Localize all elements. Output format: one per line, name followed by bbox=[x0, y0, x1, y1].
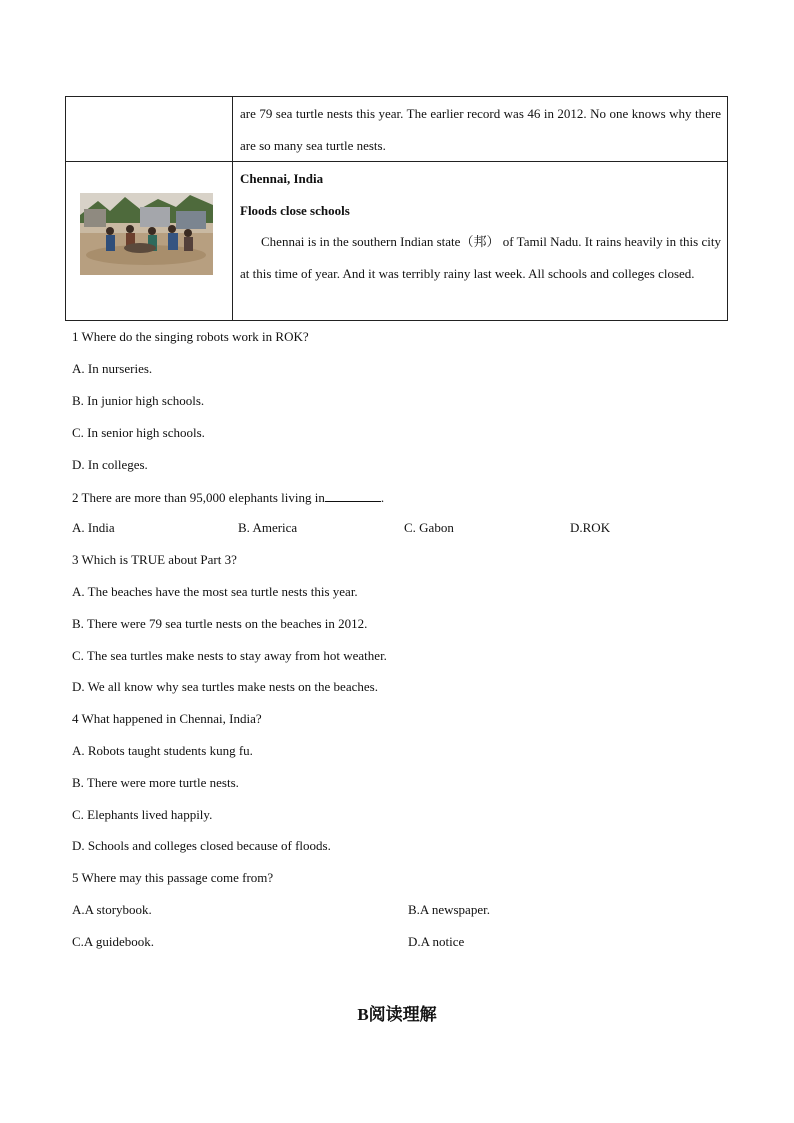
news-table bbox=[65, 96, 728, 321]
table-row bbox=[66, 162, 728, 321]
stem-end: . bbox=[380, 490, 385, 505]
option-b: B. There were 79 sea turtle nests on the beaches in 2012. bbox=[72, 616, 368, 631]
option-a: A. The beaches have the most sea turtle nests this year. bbox=[72, 584, 358, 599]
question-stem: 5 Where may this passage come from? bbox=[72, 870, 274, 885]
headline: Floods close schools bbox=[240, 202, 350, 218]
option-c: C. In senior high schools. bbox=[72, 425, 205, 440]
option-d: D. We all know why sea turtles make nests on the beaches. bbox=[72, 679, 378, 694]
option-c: C. Elephants lived happily. bbox=[72, 807, 213, 822]
option-a: A. In nurseries. bbox=[72, 361, 153, 376]
text-cell bbox=[233, 162, 728, 321]
option-b: B. There were more turtle nests. bbox=[72, 775, 239, 790]
question-stem: 4 What happened in Chennai, India? bbox=[72, 711, 262, 726]
place-heading: Chennai, India bbox=[240, 171, 324, 186]
option-b: B. In junior high schools. bbox=[72, 393, 205, 408]
option-d: D. Schools and colleges closed because of floods. bbox=[72, 838, 331, 853]
option-b: B. America bbox=[238, 520, 298, 535]
section-title: B阅读理解 bbox=[357, 1005, 437, 1024]
table-row bbox=[66, 97, 728, 162]
chennai-paragraph: Chennai is in the southern Indian state（邦） of Tamil Nadu. It rains heavily in this city at this time of year. And it was terribly rainy last week. All schools and colleges closed. bbox=[240, 234, 721, 281]
image-cell bbox=[66, 162, 233, 321]
flood-photo bbox=[80, 193, 213, 275]
option-d: D.ROK bbox=[570, 520, 611, 535]
empty-image-cell bbox=[66, 97, 233, 162]
question-stem: 3 Which is TRUE about Part 3? bbox=[72, 552, 237, 567]
option-c: C.A guidebook. bbox=[72, 934, 154, 949]
option-a: A. India bbox=[72, 520, 115, 535]
option-a: A.A storybook. bbox=[72, 902, 152, 917]
stem-text: 2 There are more than 95,000 elephants living in bbox=[72, 490, 325, 505]
question-stem: 1 Where do the singing robots work in ROK? bbox=[72, 329, 309, 344]
option-d: D.A notice bbox=[408, 934, 465, 949]
option-c: C. Gabon bbox=[404, 520, 454, 535]
answer-blank bbox=[325, 489, 381, 502]
option-b: B.A newspaper. bbox=[408, 902, 490, 917]
option-d: D. In colleges. bbox=[72, 457, 148, 472]
turtle-paragraph: are 79 sea turtle nests this year. The earlier record was 46 in 2012. No one knows why there are so many sea turtle nests. bbox=[240, 106, 721, 153]
text-cell bbox=[233, 97, 728, 162]
option-a: A. Robots taught students kung fu. bbox=[72, 743, 253, 758]
option-c: C. The sea turtles make nests to stay away from hot weather. bbox=[72, 648, 387, 663]
question-stem bbox=[72, 489, 384, 506]
